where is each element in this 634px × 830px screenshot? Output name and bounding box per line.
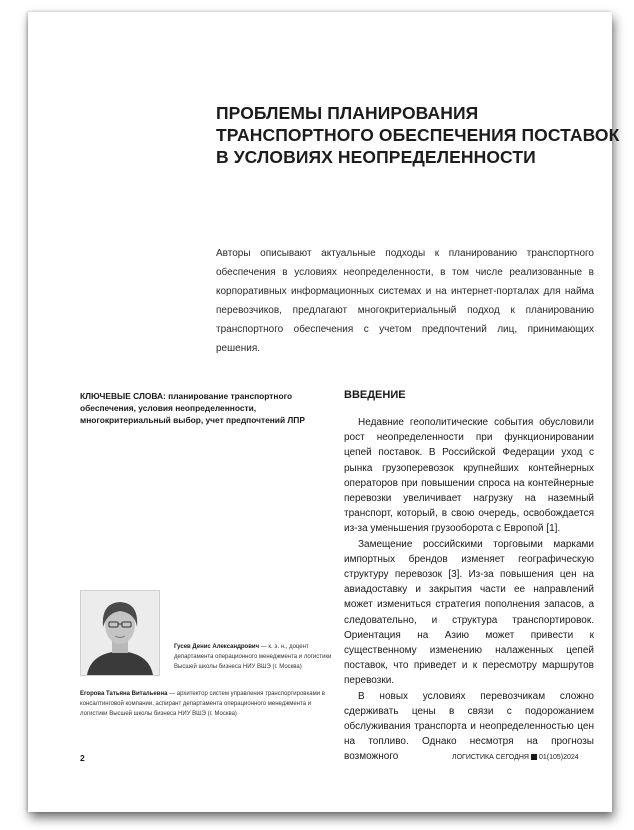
- author-description: — архитектор систем управления транспортировками в консалтинговой компании, аспирант департамента операционного менеджмента и логистики Высшей школы бизнеса НИУ ВШЭ (г. Москва): [80, 691, 325, 717]
- body-text: [344, 415, 594, 765]
- paragraph: Недавние геополитические события обусловили рост неопределенности при функционировании цепей поставок. В Российской Федерации уход с рынка грузоперевозок крупнейших контейнерных операторов при повышении спроса на контейнерные перевозки увеличивает нагрузку на наземный транспорт, который, в свою очередь, освобождается из-за уменьшения грузооборота с Европой [1].: [344, 417, 594, 535]
- journal-name: ЛОГИСТИКА СЕГОДНЯ: [452, 754, 529, 761]
- title-line: В УСЛОВИЯХ НЕОПРЕДЕЛЕННОСТИ: [216, 147, 536, 167]
- issue-number: 01(105)2024: [538, 754, 579, 761]
- author-name: Гусев Денис Александрович: [174, 644, 260, 650]
- square-bullet-icon: [531, 754, 537, 760]
- article-title: [216, 102, 620, 168]
- author-name: Егорова Татьяна Витальевна: [80, 691, 168, 697]
- author-info: [174, 642, 344, 672]
- author-info: [80, 689, 340, 719]
- page-number: 2: [80, 753, 85, 763]
- section-title: ВВЕДЕНИЕ: [344, 389, 406, 401]
- keywords: КЛЮЧЕВЫЕ СЛОВА: планирование транспортного обеспечения, условия неопределенности, многокритериальный выбор, учет предпочтений ЛПР: [80, 391, 305, 425]
- abstract: Авторы описывают актуальные подходы к планированию транспортного обеспечения в условиях неопределенности, в том числе реализованные в корпоративных информационных системах и на интернет-порталах для найма перевозчиков, предлагают многокритериальный подход к планированию транспортного обеспечения с учетом предпочтений лиц, принимающих решения.: [216, 248, 594, 354]
- journal-page: [28, 12, 620, 812]
- author-description: — к. э. н., доцент департамента операционного менеджмента и логистики Высшей школы бизнеса НИУ ВШЭ (г. Москва): [174, 644, 332, 670]
- title-line: ТРАНСПОРТНОГО ОБЕСПЕЧЕНИЯ ПОСТАВОК: [216, 125, 620, 145]
- journal-footer: [452, 754, 579, 761]
- paragraph: Замещение российскими торговыми марками импортных брендов изменяет географическую структуру перевозок [3]. Из-за повышения цен на авиадоставку и закрытия части ее направлений может измениться стратегия пополнения запасов, а следовательно, и структура транспортировок. Ориентация на Азию может привести к существенному изменению налаженных цепей поставок, что приведет и к пересмотру маршрутов перевозки.: [344, 538, 594, 687]
- title-line: ПРОБЛЕМЫ ПЛАНИРОВАНИЯ: [216, 103, 479, 123]
- author-photo: [80, 590, 160, 676]
- paragraph: В новых условиях перевозчикам сложно сдерживать цены в связи с подорожанием обслуживания транспорта и неопределенностью цен на топливо. Однако несмотря на прогнозы возможного: [344, 690, 594, 763]
